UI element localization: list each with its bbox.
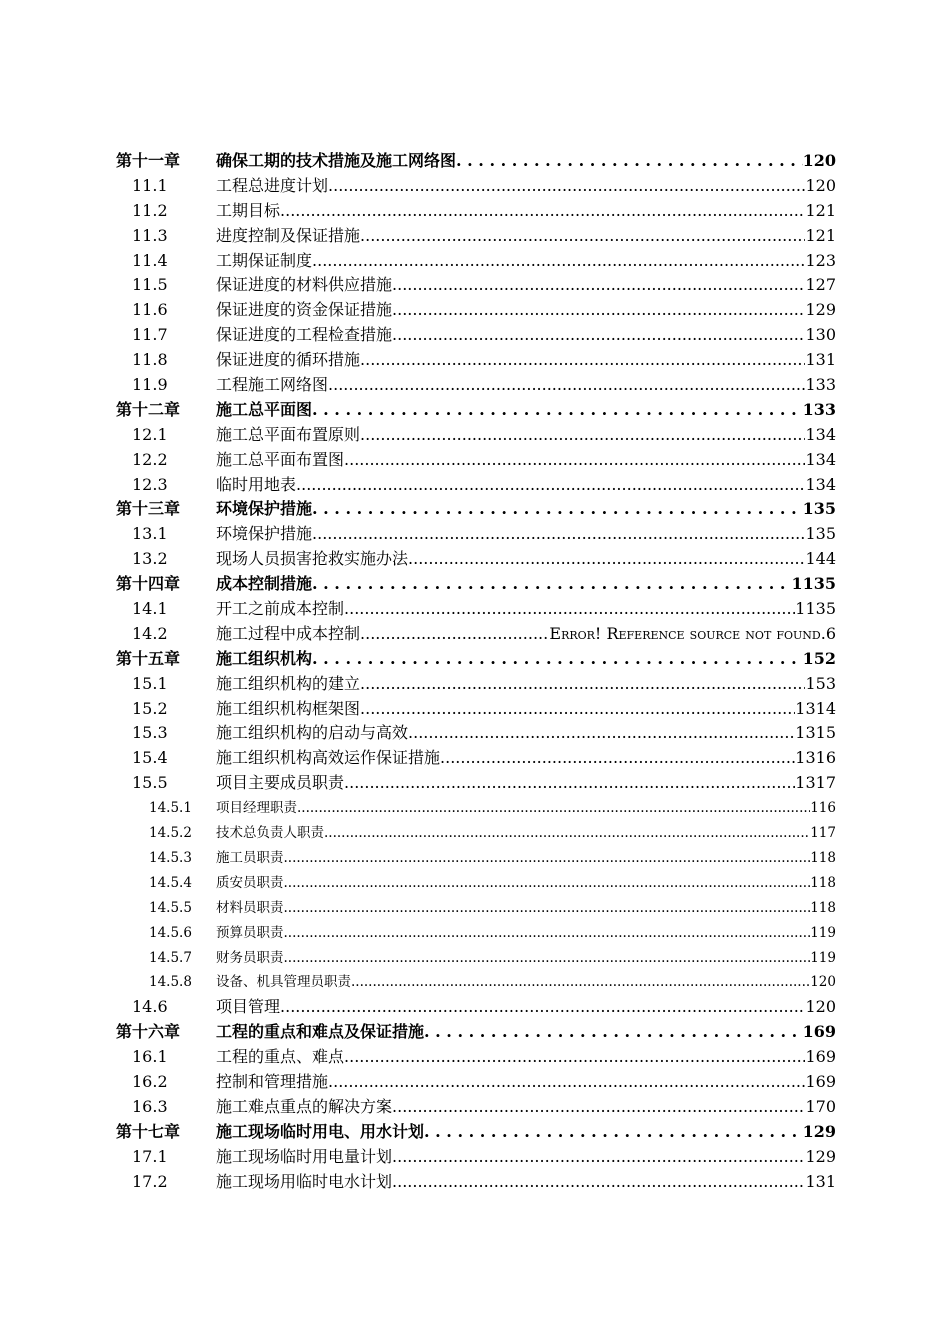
toc-entry-number: 13.1 <box>132 524 168 544</box>
toc-entry-number: 第十七章 <box>116 1121 181 1141</box>
toc-entry-title: 工期保证制度 <box>216 250 313 270</box>
toc-entry-page: 121 <box>805 225 836 245</box>
toc-entry[interactable] <box>116 871 836 896</box>
toc-entry[interactable] <box>116 746 836 771</box>
toc-entry[interactable] <box>116 1070 836 1095</box>
toc-entry[interactable] <box>116 174 836 199</box>
toc-entry-title: 施工员职责 <box>216 849 284 866</box>
dot-leader <box>392 1170 805 1195</box>
toc-entry[interactable] <box>116 721 836 746</box>
toc-entry-title: 设备、机具管理员职责 <box>216 974 351 991</box>
toc-entry[interactable] <box>116 348 836 373</box>
dot-leader <box>297 796 810 821</box>
toc-entry-number: 13.2 <box>132 549 168 569</box>
toc-entry-title: 保证进度的资金保证措施 <box>216 300 393 320</box>
toc-entry-page: 1317 <box>795 773 836 793</box>
dot-leader <box>280 199 805 224</box>
toc-entry-page: 133 <box>805 375 836 395</box>
toc-entry-page: 121 <box>805 200 836 220</box>
dot-leader <box>351 970 810 995</box>
toc-entry-title: 施工现场临时用电量计划 <box>216 1146 393 1166</box>
toc-entry-number: 14.5.1 <box>149 800 192 817</box>
toc-chapter-entry[interactable] <box>116 1120 836 1145</box>
toc-entry-number: 14.5.2 <box>149 825 192 842</box>
toc-entry-number: 16.3 <box>132 1096 168 1116</box>
toc-entry-title: 质安员职责 <box>216 874 284 891</box>
toc-entry-page: 123 <box>805 250 836 270</box>
toc-entry-number: 第十四章 <box>116 574 181 594</box>
toc-entry-title: 保证进度的循环措施 <box>216 350 361 370</box>
toc-entry-number: 11.5 <box>132 275 168 295</box>
dot-leader <box>424 1020 803 1045</box>
toc-entry-number: 16.2 <box>132 1071 168 1091</box>
toc-entry-title: 工程总进度计划 <box>216 175 329 195</box>
toc-entry-title: 确保工期的技术措施及施工网络图 <box>216 151 457 170</box>
dot-leader <box>344 448 805 473</box>
toc-entry[interactable] <box>116 597 836 622</box>
toc-entry-page: 117 <box>810 825 836 842</box>
toc-entry-number: 15.5 <box>132 773 168 793</box>
toc-entry-title: 控制和管理措施 <box>216 1071 329 1091</box>
toc-entry[interactable] <box>116 298 836 323</box>
toc-entry-number: 15.4 <box>132 748 168 768</box>
toc-entry-number: 15.2 <box>132 698 168 718</box>
toc-entry[interactable] <box>116 622 836 647</box>
dot-leader <box>296 473 805 498</box>
toc-entry-page: 1316 <box>795 748 836 768</box>
toc-entry-number: 第十一章 <box>116 151 181 170</box>
toc-entry-number: 12.3 <box>132 474 168 494</box>
toc-entry[interactable] <box>116 1145 836 1170</box>
toc-entry-number: 14.5.5 <box>149 899 192 916</box>
toc-entry[interactable] <box>116 896 836 921</box>
toc-entry[interactable] <box>116 1045 836 1070</box>
toc-entry-page: Error! Reference source not found.6 <box>549 623 836 643</box>
toc-entry-number: 14.5.6 <box>149 924 192 941</box>
toc-entry-page: 131 <box>805 1171 836 1191</box>
toc-entry-title: 临时用地表 <box>216 474 297 494</box>
dot-leader <box>344 1045 805 1070</box>
toc-entry-title: 材料员职责 <box>216 899 284 916</box>
toc-entry-number: 11.3 <box>132 225 168 245</box>
dot-leader <box>392 1095 805 1120</box>
dot-leader <box>284 846 811 871</box>
toc-entry-title: 施工组织机构 <box>216 648 313 668</box>
toc-chapter-entry[interactable] <box>116 647 836 672</box>
toc-entry-page: 170 <box>805 1096 836 1116</box>
toc-entry-title: 施工组织机构的启动与高效 <box>216 723 409 743</box>
dot-leader <box>328 373 805 398</box>
dot-leader <box>324 821 810 846</box>
toc-entry-title: 环境保护措施 <box>216 499 313 519</box>
toc-entry-page: 144 <box>805 549 836 569</box>
toc-entry-page: 120 <box>805 175 836 195</box>
toc-entry-title: 现场人员损害抢救实施办法 <box>216 549 409 569</box>
toc-entry-page: 118 <box>810 899 836 916</box>
toc-entry-title: 施工现场临时用电、用水计划 <box>216 1121 425 1141</box>
toc-entry[interactable] <box>116 1170 836 1195</box>
toc-entry-page: 169 <box>802 1022 836 1042</box>
toc-entry[interactable] <box>116 796 836 821</box>
toc-entry[interactable] <box>116 547 836 572</box>
toc-entry-number: 11.6 <box>132 300 168 320</box>
toc-entry-number: 11.7 <box>132 325 168 345</box>
toc-entry-title: 工程的重点、难点 <box>216 1047 345 1067</box>
toc-entry-title: 施工组织机构框架图 <box>216 698 361 718</box>
toc-chapter-entry[interactable] <box>116 572 836 597</box>
toc-entry-title: 施工组织机构高效运作保证措施 <box>216 748 441 768</box>
toc-entry-title: 进度控制及保证措施 <box>216 225 361 245</box>
toc-entry[interactable] <box>116 821 836 846</box>
toc-entry[interactable] <box>116 697 836 722</box>
toc-entry-number: 17.2 <box>132 1171 168 1191</box>
toc-entry-title: 保证进度的材料供应措施 <box>216 275 393 295</box>
dot-leader <box>392 1145 805 1170</box>
dot-leader <box>344 597 795 622</box>
toc-entry-number: 12.2 <box>132 449 168 469</box>
dot-leader <box>360 697 795 722</box>
toc-entry-number: 14.6 <box>132 997 168 1017</box>
dot-leader <box>360 622 549 647</box>
toc-entry-page: 135 <box>802 499 836 519</box>
dot-leader <box>360 348 805 373</box>
toc-entry-number: 11.4 <box>132 250 168 270</box>
toc-entry-page: 134 <box>805 449 836 469</box>
toc-entry-page: 153 <box>805 673 836 693</box>
toc-entry-title: 环境保护措施 <box>216 524 313 544</box>
toc-entry[interactable] <box>116 473 836 498</box>
toc-entry-number: 11.2 <box>132 200 168 220</box>
toc-entry-number: 14.2 <box>132 623 168 643</box>
toc-entry[interactable] <box>116 423 836 448</box>
dot-leader <box>312 522 805 547</box>
toc-entry-title: 技术总负责人职责 <box>216 825 324 842</box>
toc-entry-page: 129 <box>805 300 836 320</box>
toc-entry-number: 14.5.3 <box>149 849 192 866</box>
toc-entry-title: 施工过程中成本控制 <box>216 623 361 643</box>
toc-entry-title: 财务员职责 <box>216 949 284 966</box>
toc-entry[interactable] <box>116 448 836 473</box>
toc-entry-page: 169 <box>805 1071 836 1091</box>
toc-entry-page: 120 <box>805 997 836 1017</box>
toc-entry-title: 施工总平面布置图 <box>216 449 345 469</box>
toc-entry-number: 第十三章 <box>116 499 181 519</box>
toc-entry[interactable] <box>116 970 836 995</box>
toc-entry-page: 134 <box>805 424 836 444</box>
toc-entry-number: 11.8 <box>132 350 168 370</box>
toc-entry-page: 119 <box>810 924 836 941</box>
toc-entry-page: 131 <box>805 350 836 370</box>
toc-entry-page: 118 <box>810 874 836 891</box>
dot-leader <box>312 647 803 672</box>
dot-leader <box>280 995 805 1020</box>
toc-entry-page: 1135 <box>795 599 836 619</box>
dot-leader <box>284 921 811 946</box>
toc-entry-title: 施工组织机构的建立 <box>216 673 361 693</box>
toc-entry-title: 工程施工网络图 <box>216 375 329 395</box>
toc-entry[interactable] <box>116 946 836 971</box>
toc-entry-title: 施工总平面图 <box>216 399 313 419</box>
toc-entry-title: 工程的重点和难点及保证措施 <box>216 1022 425 1042</box>
dot-leader <box>284 871 811 896</box>
toc-entry-page: 116 <box>810 800 836 817</box>
dot-leader <box>284 896 811 921</box>
dot-leader <box>284 946 811 971</box>
toc-entry-page: 120 <box>802 151 836 170</box>
toc-entry-page: 1314 <box>795 698 836 718</box>
toc-entry-page: 152 <box>802 648 836 668</box>
toc-chapter-entry[interactable] <box>116 497 836 522</box>
dot-leader <box>328 1070 805 1095</box>
dot-leader <box>312 497 803 522</box>
toc-entry[interactable] <box>116 224 836 249</box>
toc-entry-title: 施工总平面布置原则 <box>216 424 361 444</box>
dot-leader <box>392 323 805 348</box>
toc-entry-number: 16.1 <box>132 1047 168 1067</box>
toc-entry-number: 第十六章 <box>116 1022 181 1042</box>
toc-entry-title: 开工之前成本控制 <box>216 599 345 619</box>
toc-entry-number: 11.9 <box>132 375 168 395</box>
dot-leader <box>312 398 803 423</box>
dot-leader <box>360 672 805 697</box>
toc-entry[interactable] <box>116 846 836 871</box>
toc-chapter-entry[interactable] <box>116 398 836 423</box>
toc-entry-number: 14.5.8 <box>149 974 192 991</box>
toc-entry-number: 第十五章 <box>116 648 181 668</box>
toc-entry-title: 施工难点重点的解决方案 <box>216 1096 393 1116</box>
dot-leader <box>440 746 795 771</box>
toc-entry-number: 15.3 <box>132 723 168 743</box>
toc-entry-title: 施工现场用临时电水计划 <box>216 1171 393 1191</box>
toc-entry[interactable] <box>116 373 836 398</box>
toc-entry[interactable] <box>116 1095 836 1120</box>
toc-entry-title: 项目主要成员职责 <box>216 773 345 793</box>
dot-leader <box>328 174 805 199</box>
toc-entry-number: 14.5.4 <box>149 874 192 891</box>
toc-entry-title: 成本控制措施 <box>216 574 313 594</box>
toc-chapter-entry[interactable] <box>116 1020 836 1045</box>
toc-entry-title: 项目经理职责 <box>216 800 297 817</box>
toc-entry-page: 118 <box>810 849 836 866</box>
toc-chapter-entry[interactable] <box>116 149 836 174</box>
toc-entry-title: 保证进度的工程检查措施 <box>216 325 393 345</box>
toc-entry-page: 129 <box>805 1146 836 1166</box>
toc-entry-page: 127 <box>805 275 836 295</box>
toc-entry[interactable] <box>116 273 836 298</box>
toc-entry-page: 119 <box>810 949 836 966</box>
toc-entry-page: 1315 <box>795 723 836 743</box>
toc-entry-title: 工期目标 <box>216 200 281 220</box>
toc-entry-number: 14.1 <box>132 599 168 619</box>
toc-entry-page: 129 <box>802 1121 836 1141</box>
dot-leader <box>424 1120 803 1145</box>
toc-entry[interactable] <box>116 921 836 946</box>
toc-entry-number: 14.5.7 <box>149 949 192 966</box>
toc-entry-number: 15.1 <box>132 673 168 693</box>
toc-entry-page: 133 <box>802 399 836 419</box>
toc-entry[interactable] <box>116 199 836 224</box>
toc-entry-title: 项目管理 <box>216 997 281 1017</box>
toc-entry-page: 135 <box>805 524 836 544</box>
toc-entry[interactable] <box>116 522 836 547</box>
dot-leader <box>408 547 805 572</box>
toc-entry-page: 1135 <box>791 574 836 594</box>
toc-entry[interactable] <box>116 323 836 348</box>
dot-leader <box>408 721 795 746</box>
toc-entry-number: 第十二章 <box>116 399 181 419</box>
dot-leader <box>456 149 803 174</box>
dot-leader <box>392 273 805 298</box>
toc-entry[interactable] <box>116 771 836 796</box>
dot-leader <box>344 771 795 796</box>
toc-entry-title: 预算员职责 <box>216 924 284 941</box>
dot-leader <box>360 423 805 448</box>
toc-entry[interactable] <box>116 672 836 697</box>
toc-entry[interactable] <box>116 995 836 1020</box>
toc-entry-page: 134 <box>805 474 836 494</box>
toc-entry-number: 11.1 <box>132 175 168 195</box>
toc-entry[interactable] <box>116 249 836 274</box>
dot-leader <box>392 298 805 323</box>
toc-entry-page: 130 <box>805 325 836 345</box>
dot-leader <box>312 249 805 274</box>
table-of-contents <box>116 149 836 1194</box>
toc-entry-page: 169 <box>805 1047 836 1067</box>
dot-leader <box>360 224 805 249</box>
toc-entry-page: 120 <box>810 974 836 991</box>
dot-leader <box>312 572 791 597</box>
toc-entry-number: 12.1 <box>132 424 168 444</box>
toc-entry-number: 17.1 <box>132 1146 168 1166</box>
